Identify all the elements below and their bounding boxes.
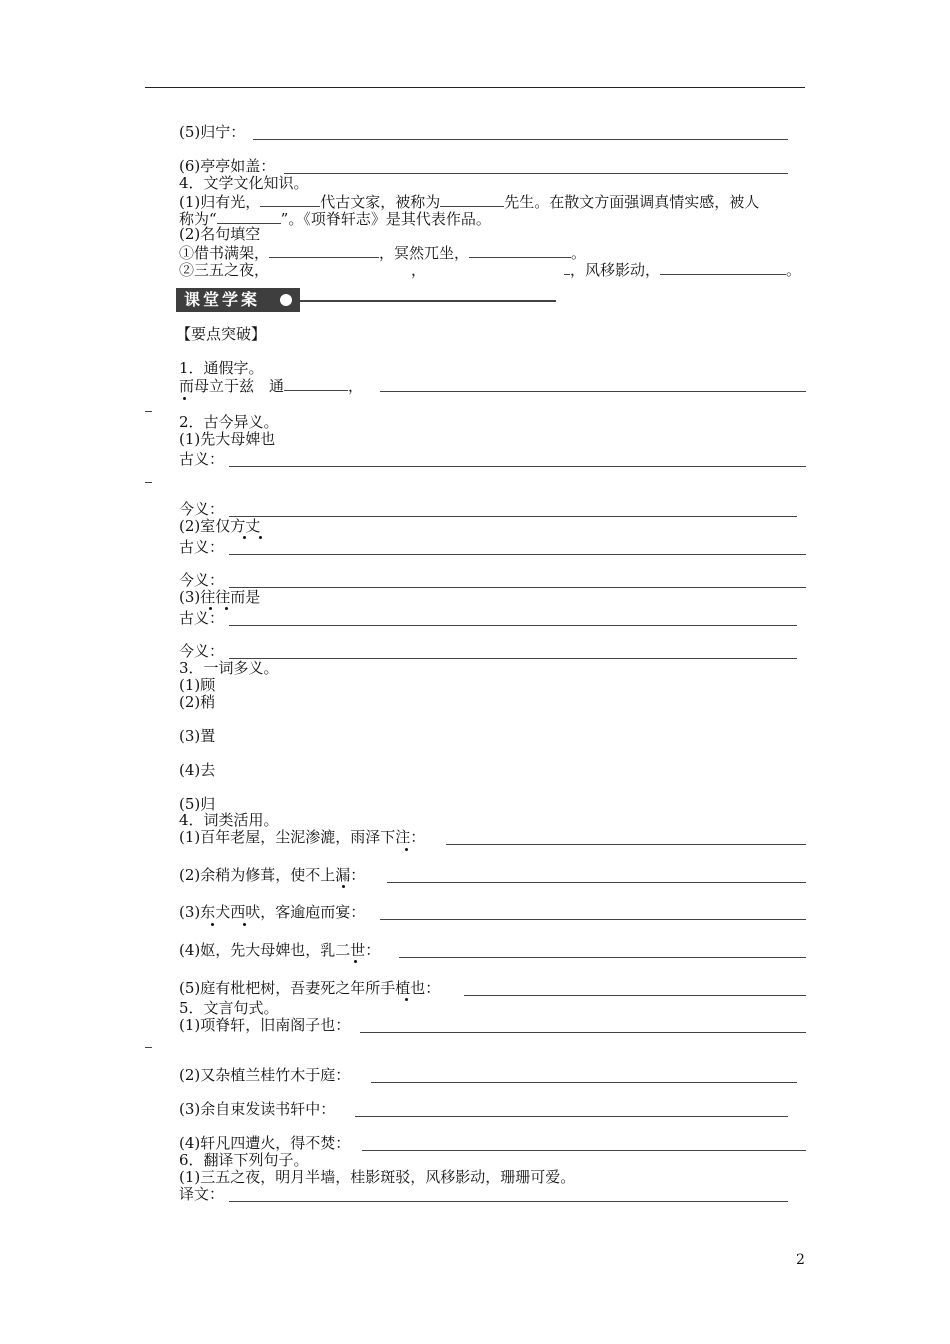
answer-line[interactable] [229, 658, 797, 659]
section-heading: 【要点突破】 [176, 325, 267, 343]
syntax-item-3: (3)余自束发读书轩中： [179, 1100, 336, 1118]
gujin-item-2: (2)室仅方丈 [179, 517, 261, 535]
banner-rule [300, 300, 556, 302]
blank[interactable] [469, 243, 571, 258]
polysemy-item: (3)置 [179, 727, 216, 745]
emphasis-dot [243, 536, 246, 539]
header-rule [145, 87, 805, 88]
blank[interactable] [284, 376, 348, 391]
literature-line-1: (1)归有光， 代古文家，被称为 先生。在散文方面强调真情实感，被人 [179, 193, 760, 211]
answer-line[interactable] [229, 516, 797, 517]
answer-line[interactable] [355, 1116, 788, 1117]
topic-4-heading: 4．词类活用。 [179, 811, 279, 829]
fill-in-heading: (2)名句填空 [179, 225, 261, 243]
blank[interactable] [660, 260, 786, 275]
usage-item-3: (3)东犬西吠，客逾庖而宴： [179, 903, 366, 921]
polysemy-item: (2)稍 [179, 693, 216, 711]
tongjia-line: 而母立于兹 通 ， [179, 377, 364, 395]
modern-meaning-label: 今义： [179, 500, 225, 518]
topic-2-heading: 2．古今异义。 [179, 413, 279, 431]
answer-line[interactable] [371, 1082, 797, 1083]
polysemy-item: (1)顾 [179, 676, 216, 694]
answer-line[interactable] [229, 587, 806, 588]
topic-3-heading: 3．一词多义。 [179, 659, 279, 677]
answer-line[interactable] [360, 1032, 806, 1033]
usage-item-1: (1)百年老屋，尘泥渗漉，雨泽下注： [179, 828, 426, 846]
syntax-item-4: (4)轩凡四遭火，得不焚： [179, 1134, 351, 1152]
literature-line-2: 称为“ ”。《项脊轩志》是其代表作品。 [179, 210, 491, 228]
answer-line[interactable] [399, 957, 806, 958]
blank[interactable] [260, 192, 320, 207]
answer-line[interactable] [380, 391, 806, 392]
answer-line[interactable] [229, 1201, 788, 1202]
syntax-item-1: (1)项脊轩，旧南阁子也： [179, 1016, 351, 1034]
blank[interactable] [440, 192, 504, 207]
margin-mark [145, 411, 152, 412]
section-banner-title: 课堂学案 [184, 290, 261, 309]
ancient-meaning-label: 古义： [179, 450, 225, 468]
answer-line[interactable] [284, 173, 788, 174]
ancient-meaning-label: 古义： [179, 609, 225, 627]
answer-line[interactable] [253, 139, 788, 140]
topic-1-heading: 1．通假字。 [179, 359, 264, 377]
item-guining: (5)归宁： [179, 123, 246, 141]
blank[interactable] [217, 209, 281, 224]
polysemy-item: (5)归 [179, 795, 216, 813]
usage-item-5: (5)庭有枇杷树，吾妻死之年所手植也： [179, 979, 441, 997]
answer-line[interactable] [446, 844, 806, 845]
gujin-item-3: (3)往往而是 [179, 588, 261, 606]
blank[interactable] [269, 243, 379, 258]
modern-meaning-label: 今义： [179, 642, 225, 660]
ancient-meaning-label: 古义： [179, 538, 225, 556]
emphasis-dot [243, 923, 246, 926]
margin-mark [145, 1047, 152, 1048]
section-banner [176, 288, 300, 312]
modern-meaning-label: 今义： [179, 571, 225, 589]
quote-line-1: ①借书满架， ，冥然兀坐， 。 [179, 244, 587, 262]
item-heading-4: 4．文学文化知识。 [179, 174, 309, 192]
circle-bullet-icon [280, 294, 292, 306]
answer-line[interactable] [229, 466, 806, 467]
syntax-item-2: (2)又杂植兰桂竹木于庭： [179, 1066, 351, 1084]
answer-line[interactable] [362, 1150, 806, 1151]
answer-line[interactable] [464, 995, 806, 996]
topic-6-heading: 6．翻译下列句子。 [179, 1151, 309, 1169]
emphasis-dot [342, 885, 345, 888]
answer-line[interactable] [229, 554, 806, 555]
gujin-item-1: (1)先大母婢也 [179, 430, 276, 448]
quote-line-2: ②三五之夜， ， ，风移影动， 。 [179, 261, 802, 279]
answer-line[interactable] [380, 919, 806, 920]
usage-item-2: (2)余稍为修葺，使不上漏： [179, 866, 366, 884]
translation-label: 译文： [179, 1185, 225, 1203]
emphasis-dot [405, 848, 408, 851]
answer-line[interactable] [387, 882, 806, 883]
margin-mark [145, 482, 152, 483]
topic-5-heading: 5．文言句式。 [179, 999, 279, 1017]
usage-item-4: (4)妪，先大母婢也，乳二世： [179, 941, 381, 959]
answer-line[interactable] [229, 625, 797, 626]
emphasis-dot [354, 960, 357, 963]
item-tingting: (6)亭亭如盖： [179, 157, 276, 175]
emphasis-dot [183, 397, 186, 400]
emphasis-dot [211, 923, 214, 926]
emphasis-dot [259, 536, 262, 539]
polysemy-item: (4)去 [179, 761, 216, 779]
emphasis-dot [405, 998, 408, 1001]
emphasis-dot [225, 607, 228, 610]
page-number: 2 [796, 1252, 805, 1268]
translate-sentence: (1)三五之夜，明月半墙，桂影斑驳，风移影动，珊珊可爱。 [179, 1168, 576, 1186]
